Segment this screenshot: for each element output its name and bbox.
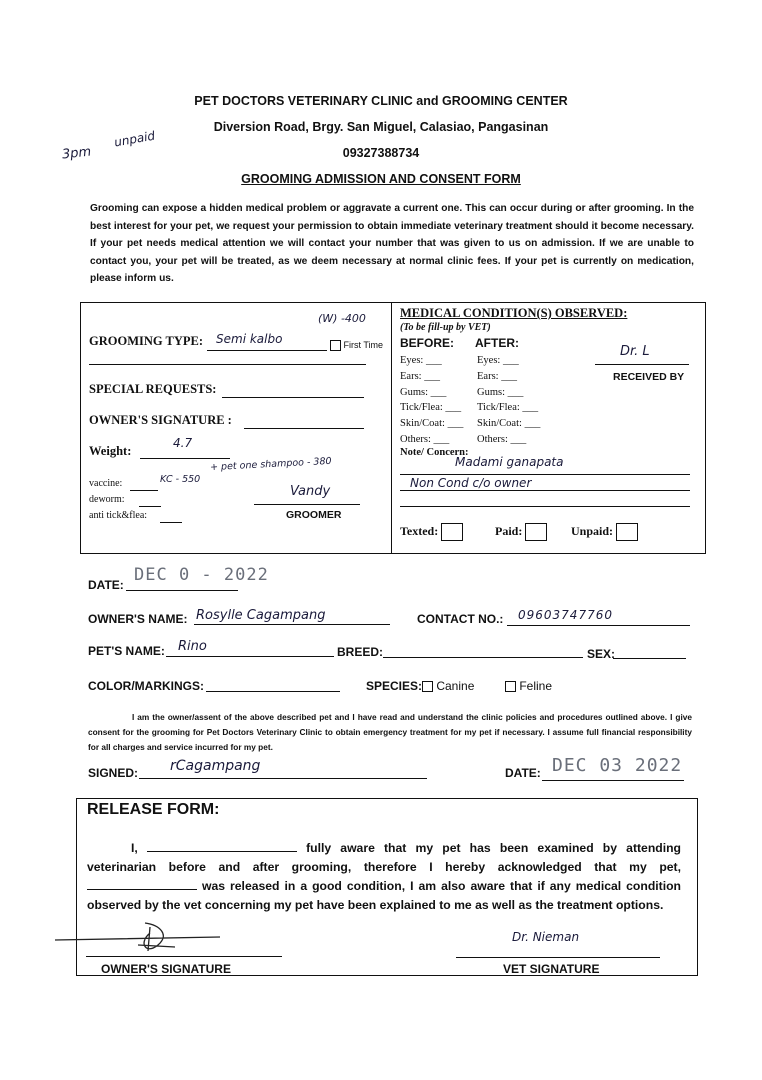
clinic-address: Diversion Road, Brgy. San Miguel, Calasiao, Pangasinan: [213, 120, 549, 134]
before-skin: Skin/Coat:: [400, 418, 445, 430]
owner-signature-label: OWNER'S SIGNATURE :: [89, 413, 232, 427]
before-item[interactable]: Tick/Flea: ___: [400, 402, 462, 414]
received-by-value: Dr. L: [620, 344, 650, 359]
concern-rule1: [400, 474, 690, 475]
concern-rule3: [400, 506, 690, 507]
contact-value[interactable]: 09603747760: [518, 608, 613, 622]
vaccine-label: vaccine:: [89, 478, 123, 489]
before-eyes: Eyes:: [400, 355, 424, 366]
anti-tick-field[interactable]: [160, 522, 182, 523]
intro-paragraph: Grooming can expose a hidden medical problem or aggravate a current one. This can occur during or after grooming. In the best interest for your pet, we request your permission to obtain immediate veterinary treatment should it become necessary. If your pet needs medical attention we will contact your number that was given to us on admission. If we are unable to contact you, your pet will be treated, as we deem necessary at normal clinic fees. If your pet is currently on medication, please inform us.: [90, 203, 694, 284]
before-gums: Gums:: [400, 386, 429, 398]
received-by-label: RECEIVED BY: [613, 371, 685, 383]
pet-name-value[interactable]: Rino: [178, 639, 207, 654]
after-item[interactable]: Gums: ___: [477, 386, 524, 398]
feline-checkbox[interactable]: [505, 681, 516, 692]
pet-name-label: PET'S NAME:: [88, 644, 165, 658]
vet-signature-label: VET SIGNATURE: [503, 962, 600, 976]
unpaid-checkbox[interactable]: [616, 523, 638, 541]
deworm-field[interactable]: [139, 506, 161, 507]
after-item[interactable]: Skin/Coat: ___: [477, 418, 541, 430]
vet-signature-line[interactable]: [456, 957, 660, 958]
vaccine-line: [130, 490, 158, 491]
breed-field[interactable]: [383, 657, 583, 658]
unpaid-option[interactable]: [571, 523, 638, 541]
owner-name-value[interactable]: Rosylle Cagampang: [196, 608, 326, 623]
before-others: Others:: [400, 433, 431, 445]
canine-option[interactable]: [422, 679, 474, 693]
signed-line: [139, 778, 427, 779]
grooming-type-line2: [89, 364, 366, 365]
weight-label: Weight:: [89, 444, 132, 458]
before-tick: Tick/Flea:: [400, 402, 443, 414]
received-by-line: [595, 364, 689, 365]
medical-title: MEDICAL CONDITION(S) OBSERVED:: [400, 306, 628, 320]
concern-rule2: [400, 490, 690, 491]
paid-option[interactable]: [495, 523, 547, 541]
owner-signature-line[interactable]: [86, 956, 282, 957]
after-skin: Skin/Coat:: [477, 418, 522, 430]
clinic-name: PET DOCTORS VETERINARY CLINIC and GROOMING CENTER: [194, 94, 568, 108]
signed-value[interactable]: rCagampang: [170, 758, 261, 774]
before-item[interactable]: Gums: ___: [400, 386, 447, 398]
contact-label: CONTACT NO.:: [417, 612, 504, 626]
margin-note-time: 3pm: [61, 144, 92, 163]
unpaid-label: Unpaid:: [571, 523, 614, 538]
after-item[interactable]: Eyes: ___: [477, 355, 519, 366]
after-item[interactable]: Ears: ___: [477, 370, 517, 382]
concern-label: Note/ Concern:: [400, 447, 469, 458]
signed-label: SIGNED:: [88, 766, 139, 780]
texted-option[interactable]: [400, 523, 463, 541]
grooming-type-line: [207, 350, 327, 351]
owner-signature-image: [50, 915, 250, 960]
before-item[interactable]: Others: ___: [400, 433, 450, 445]
owner-name-line: [194, 624, 390, 625]
after-eyes: Eyes:: [477, 355, 501, 366]
weight-value[interactable]: 4.7: [173, 436, 193, 450]
pet-name-line: [166, 656, 334, 657]
weight-line: [140, 458, 230, 459]
owner-signature-label: OWNER'S SIGNATURE: [101, 962, 231, 976]
species-label: SPECIES:: [366, 679, 423, 693]
canine-checkbox[interactable]: [422, 681, 433, 692]
before-ears: Ears:: [400, 370, 422, 382]
texted-checkbox[interactable]: [441, 523, 463, 541]
paid-label: Paid:: [495, 523, 523, 538]
color-label: COLOR/MARKINGS:: [88, 679, 204, 693]
grooming-type-label: GROOMING TYPE:: [89, 334, 204, 348]
release-title: RELEASE FORM:: [87, 801, 220, 818]
after-gums: Gums:: [477, 386, 506, 398]
after-label: AFTER:: [475, 336, 519, 350]
date-label: DATE:: [88, 578, 124, 592]
after-tick: Tick/Flea:: [477, 402, 520, 414]
release-text-i: I,: [131, 841, 138, 855]
deworm-label: deworm:: [89, 494, 125, 505]
consent-date-line: [542, 780, 684, 781]
consent-date-stamp[interactable]: DEC 03 2022: [552, 755, 683, 776]
sex-field[interactable]: [613, 658, 686, 659]
grooming-type-value[interactable]: Semi kalbo: [216, 332, 283, 346]
color-field[interactable]: [206, 691, 340, 692]
texted-label: Texted:: [400, 523, 439, 538]
before-item[interactable]: Eyes: ___: [400, 355, 442, 366]
sex-label: SEX:: [587, 647, 616, 661]
anti-tick-label: anti tick&flea:: [89, 510, 148, 521]
consent-text: I am the owner/assent of the above described pet and I have read and understand the clinic policies and procedures outlined above. I give consent for the grooming for Pet Doctors Veterinary Clinic to obtain emergency treatment for my pet if necessary. I assume full financial responsibility for all charges and service incurred for my pet.: [88, 712, 692, 752]
groomer-label: GROOMER: [286, 509, 342, 521]
first-time-option[interactable]: [330, 340, 383, 351]
canine-label: Canine: [436, 679, 475, 693]
first-time-checkbox[interactable]: [330, 340, 341, 351]
after-item[interactable]: Tick/Flea: ___: [477, 402, 539, 414]
form-title: GROOMING ADMISSION AND CONSENT FORM: [241, 172, 521, 186]
concern-line2[interactable]: Non Cond c/o owner: [410, 476, 532, 490]
after-list: [477, 353, 540, 448]
vaccine-value[interactable]: KC - 550: [160, 474, 201, 485]
date-line: [126, 590, 238, 591]
concern-line1[interactable]: Madami ganapata: [455, 455, 564, 469]
groomer-name: Vandy: [290, 484, 331, 499]
before-label: BEFORE:: [400, 336, 454, 350]
after-item[interactable]: Others: ___: [477, 433, 527, 445]
medical-subtitle: (To be fill-up by VET): [400, 322, 491, 333]
feline-option[interactable]: [505, 679, 552, 693]
before-item[interactable]: Ears: ___: [400, 370, 440, 382]
special-requests-label: SPECIAL REQUESTS:: [89, 382, 217, 396]
release-text: [87, 839, 681, 915]
special-requests-field[interactable]: [222, 397, 364, 398]
extra-service-note: + pet one shampoo - 380: [209, 455, 332, 474]
consent-date-label: DATE:: [505, 766, 541, 780]
paid-checkbox[interactable]: [525, 523, 547, 541]
grooming-type-note: (W) -400: [318, 312, 366, 325]
clinic-phone: 09327388734: [342, 146, 420, 160]
groomer-line: [254, 504, 360, 505]
owner-name-blank[interactable]: [147, 839, 297, 852]
after-ears: Ears:: [477, 370, 499, 382]
release-text-middle: fully aware that my pet has been examined by attending veterinarian before and after grooming, therefore I hereby acknowledged that my pet,: [87, 841, 681, 874]
owner-signature-field[interactable]: [244, 428, 364, 429]
after-others: Others:: [477, 433, 508, 445]
table-divider: [391, 302, 392, 554]
pet-name-blank[interactable]: [87, 877, 197, 890]
margin-note-status: unpaid: [113, 128, 157, 150]
before-item[interactable]: Skin/Coat: ___: [400, 418, 464, 430]
owner-name-label: OWNER'S NAME:: [88, 612, 188, 626]
contact-line: [507, 625, 690, 626]
date-stamp[interactable]: DEC 0 - 2022: [134, 565, 269, 585]
release-text-end: was released in a good condition, I am also aware that if any medical condition observed by the vet concerning my pet have been explained to me as well as the treatment options.: [87, 879, 681, 912]
breed-label: BREED:: [337, 645, 384, 659]
feline-label: Feline: [519, 679, 553, 693]
before-list: [400, 353, 463, 448]
vet-signature-value: Dr. Nieman: [512, 930, 580, 944]
first-time-label: First Time: [343, 340, 384, 350]
